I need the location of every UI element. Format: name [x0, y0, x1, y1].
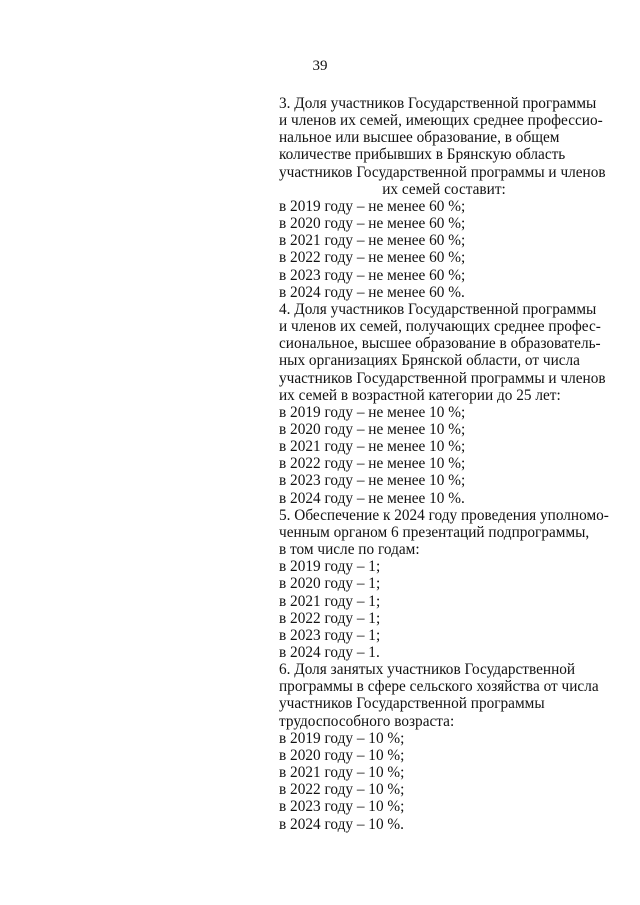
- year-target-line: в 2023 году – 1;: [279, 626, 381, 644]
- year-target-line: в 2021 году – 10 %;: [279, 764, 405, 782]
- year-target-line: в 2021 году – не менее 10 %;: [279, 438, 466, 456]
- item-heading-line: количестве прибывших в Брянскую область: [279, 146, 566, 164]
- year-target-line: в 2023 году – не менее 10 %;: [279, 472, 466, 490]
- year-target-line: в 2021 году – 1;: [279, 592, 381, 610]
- item-heading-line: 3. Доля участников Государственной программы: [279, 95, 597, 112]
- item-heading-line: и членов их семей, получающих среднее профес-: [279, 318, 601, 336]
- indicator-item-5: [279, 507, 609, 661]
- item-heading-line: участников Государственной программы и членов: [279, 369, 606, 387]
- indicator-item-6: [279, 661, 609, 833]
- item-heading-line: их семей в возрастной категории до 25 лет:: [279, 386, 561, 404]
- year-target-line: в 2020 году – 10 %;: [279, 746, 405, 764]
- item-heading-line: нальное или высшее образование, в общем: [279, 129, 560, 147]
- item-heading-line: 4. Доля участников Государственной программы: [279, 300, 597, 318]
- item-heading-line: 6. Доля занятых участников Государственной: [279, 661, 576, 679]
- year-target-line: в 2024 году – не менее 10 %.: [279, 489, 465, 507]
- item-heading-line: и членов их семей, имеющих среднее профессио-: [279, 112, 603, 130]
- indicator-item-4: [279, 301, 609, 507]
- year-target-line: в 2022 году – 10 %;: [279, 781, 405, 799]
- document-body: [279, 95, 609, 833]
- year-target-line: в 2022 году – не менее 60 %;: [279, 249, 466, 267]
- year-target-line: в 2019 году – не менее 10 %;: [279, 403, 466, 421]
- item-heading-line: 5. Обеспечение к 2024 году проведения уполномо-: [279, 506, 609, 524]
- item-heading-line: программы в сфере сельского хозяйства от числа: [279, 678, 599, 696]
- item-heading-line: их семей составит:: [382, 180, 506, 198]
- item-heading-line: участников Государственной программы: [279, 695, 545, 713]
- year-target-line: в 2020 году – не менее 10 %;: [279, 420, 466, 438]
- year-target-line: в 2024 году – 1.: [279, 644, 380, 661]
- year-target-line: в 2023 году – не менее 60 %;: [279, 266, 466, 284]
- item-heading-line: сиональное, высшее образование в образователь-: [279, 335, 601, 353]
- year-target-line: в 2022 году – 1;: [279, 609, 381, 627]
- item-heading-line: участников Государственной программы и членов: [279, 163, 606, 181]
- year-target-line: в 2020 году – 1;: [279, 575, 381, 593]
- year-target-line: в 2021 году – не менее 60 %;: [279, 232, 466, 250]
- item-heading-line: в том числе по годам:: [279, 541, 420, 559]
- item-heading-line: ченным органом 6 презентаций подпрограммы,: [279, 523, 590, 541]
- year-target-line: в 2019 году – не менее 60 %;: [279, 197, 466, 215]
- page-number: 39: [312, 58, 328, 74]
- year-target-line: в 2022 году – не менее 10 %;: [279, 455, 466, 473]
- year-target-line: в 2023 году – 10 %;: [279, 798, 405, 816]
- item-heading-line: ных организациях Брянской области, от числа: [279, 352, 580, 370]
- item-heading-line: трудоспособного возраста:: [279, 712, 455, 730]
- year-target-line: в 2019 году – 10 %;: [279, 729, 405, 747]
- year-target-line: в 2024 году – 10 %.: [279, 815, 404, 833]
- year-target-line: в 2020 году – не менее 60 %;: [279, 215, 466, 233]
- year-target-line: в 2024 году – не менее 60 %.: [279, 283, 465, 301]
- year-target-line: в 2019 году – 1;: [279, 558, 381, 576]
- indicator-item-3: [279, 95, 609, 301]
